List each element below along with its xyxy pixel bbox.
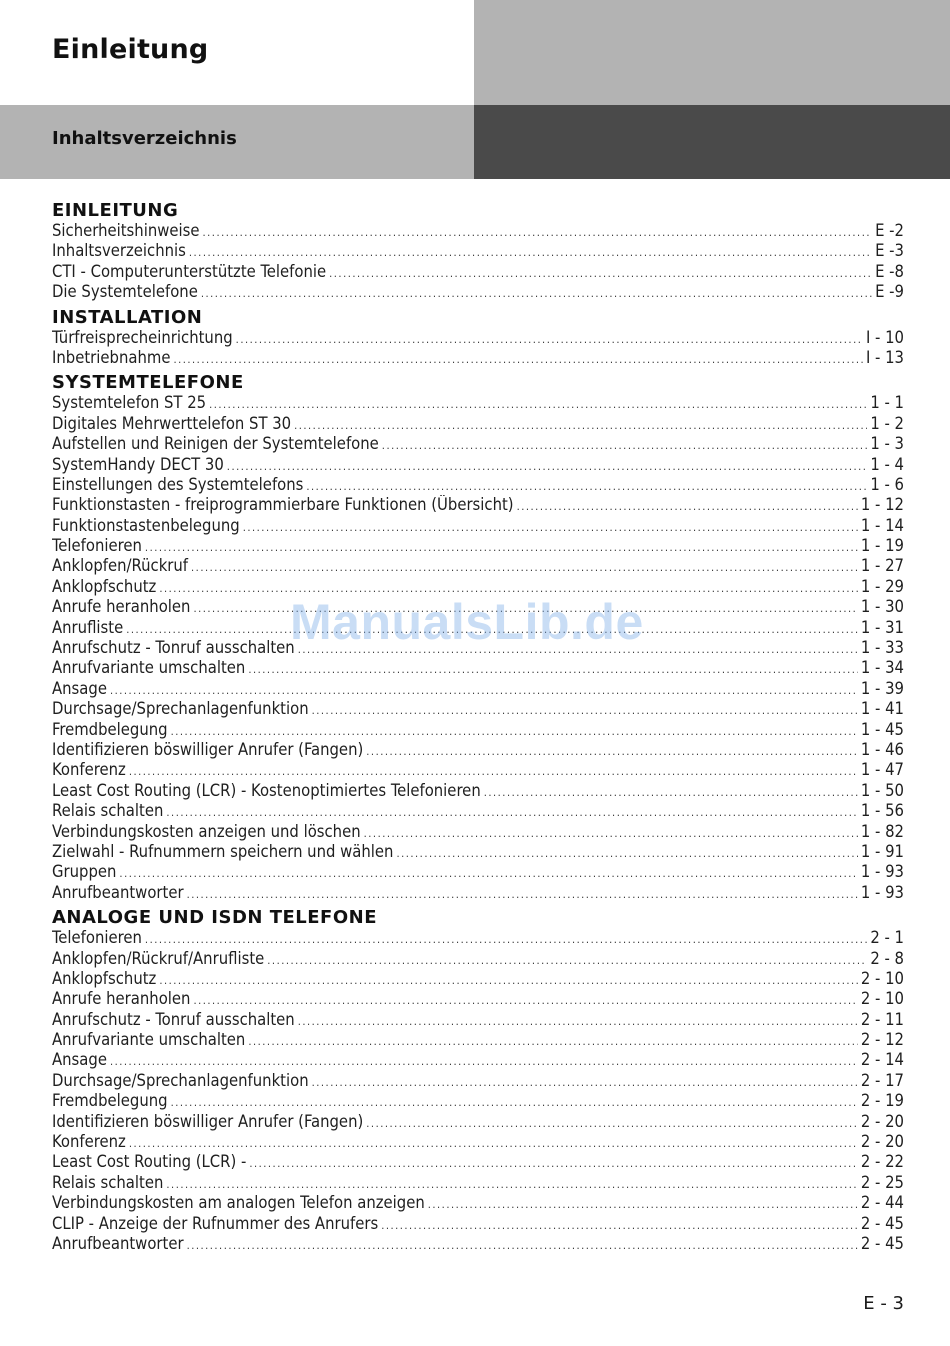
toc-entry-page: 2 - 12: [860, 1030, 904, 1050]
toc-entry-page: 1 - 41: [860, 699, 904, 719]
toc-dot-leader: [129, 1134, 858, 1152]
toc-dot-leader: [110, 1052, 858, 1070]
toc-entry-label: Konferenz: [52, 760, 126, 780]
toc-section: [52, 308, 904, 369]
toc-entry[interactable]: [52, 495, 904, 515]
toc-entry[interactable]: [52, 760, 904, 780]
toc-entry-label: SystemHandy DECT 30: [52, 454, 224, 474]
toc-entry-label: Anrufschutz - Tonruf ausschalten: [52, 1009, 295, 1029]
toc-entry-page: E -3: [875, 241, 904, 261]
toc-entry-page: 1 - 91: [860, 841, 904, 861]
toc-section-heading: INSTALLATION: [52, 306, 203, 328]
toc-entry-page: I - 13: [865, 347, 904, 367]
toc-entry-label: Relais schalten: [52, 1172, 164, 1192]
toc-dot-leader: [312, 1073, 858, 1091]
toc-entry[interactable]: [52, 1030, 904, 1050]
toc-entry[interactable]: [52, 989, 904, 1009]
toc-entry[interactable]: [52, 928, 904, 948]
page-title: Einleitung: [52, 34, 209, 65]
toc-entry[interactable]: [52, 822, 904, 842]
toc-entry-page: 1 - 50: [860, 780, 904, 800]
toc-entry[interactable]: [52, 1050, 904, 1070]
toc-entry-page: 1 - 4: [870, 454, 904, 474]
toc-entry-label: Funktionstastenbelegung: [52, 515, 240, 535]
table-of-contents: [52, 201, 904, 1259]
toc-entry-page: 2 - 10: [860, 968, 904, 988]
toc-entry-label: Relais schalten: [52, 801, 164, 821]
toc-entry-page: 2 - 22: [860, 1152, 904, 1172]
toc-entry-label: Anrufvariante umschalten: [52, 1030, 246, 1050]
toc-entry-label: Anrufe heranholen: [52, 597, 191, 617]
toc-dot-leader: [129, 762, 858, 780]
toc-entry-label: CLIP - Anzeige der Rufnummer des Anrufers: [52, 1213, 379, 1233]
toc-entry-label: Systemtelefon ST 25: [52, 393, 207, 413]
toc-entry[interactable]: [52, 1193, 904, 1213]
toc-entry[interactable]: [52, 949, 904, 969]
toc-dot-leader: [294, 416, 867, 434]
toc-entry-page: 1 - 31: [860, 617, 904, 637]
toc-entry[interactable]: [52, 1173, 904, 1193]
toc-entry-page: 1 - 33: [860, 638, 904, 658]
toc-entry-page: 1 - 34: [860, 658, 904, 678]
toc-dot-leader: [364, 824, 858, 842]
toc-entry[interactable]: [52, 842, 904, 862]
toc-entry-label: Least Cost Routing (LCR) -: [52, 1152, 247, 1172]
toc-entry-label: Türfreisprecheinrichtung: [52, 327, 233, 347]
toc-entry-label: Telefonieren: [52, 536, 142, 556]
toc-entry-page: 2 - 10: [860, 989, 904, 1009]
toc-entry[interactable]: [52, 618, 904, 638]
toc-entry-label: Konferenz: [52, 1132, 126, 1152]
toc-entry[interactable]: [52, 862, 904, 882]
toc-dot-leader: [166, 803, 857, 821]
toc-entry[interactable]: [52, 883, 904, 903]
toc-entry[interactable]: [52, 1214, 904, 1234]
toc-dot-leader: [209, 395, 867, 413]
section-subtitle: Inhaltsverzeichnis: [52, 128, 237, 149]
toc-dot-leader: [248, 660, 858, 678]
toc-entry[interactable]: [52, 801, 904, 821]
toc-entry-page: 1 - 14: [860, 515, 904, 535]
toc-entry-page: 1 - 27: [860, 556, 904, 576]
toc-entry[interactable]: [52, 1112, 904, 1132]
watermark: ManualsLib.de: [290, 594, 644, 650]
toc-entry-label: Inhaltsverzeichnis: [52, 241, 186, 261]
toc-entry[interactable]: [52, 720, 904, 740]
toc-entry-page: 1 - 93: [860, 882, 904, 902]
toc-entry-page: 1 - 3: [870, 434, 904, 454]
toc-entry-page: 1 - 12: [860, 495, 904, 515]
toc-dot-leader: [145, 538, 858, 556]
toc-entry[interactable]: [52, 516, 904, 536]
toc-entry-label: Anklopfschutz: [52, 576, 157, 596]
toc-entry-label: Fremdbelegung: [52, 1091, 168, 1111]
toc-entry-label: Anklopfen/Rückruf/Anrufliste: [52, 948, 265, 968]
toc-entry[interactable]: [52, 781, 904, 801]
toc-entry[interactable]: [52, 221, 904, 241]
toc-dot-leader: [187, 885, 858, 903]
toc-dot-leader: [382, 436, 868, 454]
toc-entry-label: Anrufschutz - Tonruf ausschalten: [52, 638, 295, 658]
toc-dot-leader: [159, 579, 858, 597]
toc-entry-page: 2 - 8: [870, 948, 904, 968]
toc-entry-label: Aufstellen und Reinigen der Systemtelefone: [52, 434, 379, 454]
toc-entry-label: CTI - Computerunterstützte Telefonie: [52, 261, 327, 281]
toc-dot-leader: [298, 1012, 858, 1030]
toc-dot-leader: [249, 1154, 858, 1172]
toc-entry-label: Sicherheitshinweise: [52, 221, 200, 240]
toc-section: [52, 201, 904, 303]
toc-dot-leader: [119, 864, 857, 882]
toc-dot-leader: [381, 1216, 858, 1234]
toc-entry-page: 2 - 45: [860, 1233, 904, 1253]
toc-section-heading: EINLEITUNG: [52, 200, 179, 221]
toc-dot-leader: [396, 844, 857, 862]
toc-entry-label: Gruppen: [52, 862, 117, 882]
toc-entry-label: Funktionstasten - freiprogrammierbare Funktionen (Übersicht): [52, 495, 514, 515]
toc-entry-label: Zielwahl - Rufnummern speichern und wählen: [52, 841, 394, 861]
toc-entry-page: 1 - 93: [860, 862, 904, 882]
toc-entry-label: Durchsage/Sprechanlagenfunktion: [52, 1070, 309, 1090]
toc-dot-leader: [201, 284, 872, 302]
toc-dot-leader: [329, 264, 872, 282]
toc-entry-page: 2 - 45: [860, 1213, 904, 1233]
toc-entry-page: E -8: [875, 261, 904, 281]
toc-entry-page: E -9: [875, 282, 904, 302]
toc-section: [52, 908, 904, 1254]
toc-entry[interactable]: [52, 393, 904, 413]
toc-dot-leader: [126, 620, 858, 638]
toc-entry-page: 1 - 2: [870, 413, 904, 433]
toc-dot-leader: [243, 518, 858, 536]
toc-dot-leader: [366, 1114, 858, 1132]
toc-dot-leader: [171, 1093, 858, 1111]
header-band-right: [474, 0, 950, 105]
toc-dot-leader: [191, 558, 858, 576]
toc-entry-page: 1 - 45: [860, 719, 904, 739]
toc-entry[interactable]: [52, 740, 904, 760]
toc-dot-leader: [193, 991, 857, 1009]
toc-dot-leader: [166, 1175, 857, 1193]
toc-entry[interactable]: [52, 679, 904, 699]
toc-dot-leader: [298, 640, 858, 658]
toc-dot-leader: [189, 243, 872, 261]
toc-entry[interactable]: [52, 241, 904, 261]
toc-dot-leader: [110, 681, 858, 699]
toc-entry-page: 2 - 20: [860, 1132, 904, 1152]
toc-entry[interactable]: [52, 969, 904, 989]
toc-dot-leader: [145, 930, 867, 948]
toc-entry[interactable]: [52, 262, 904, 282]
toc-entry-page: 1 - 29: [860, 576, 904, 596]
toc-entry-label: Fremdbelegung: [52, 719, 168, 739]
toc-entry-page: 1 - 30: [860, 597, 904, 617]
toc-entry[interactable]: [52, 536, 904, 556]
toc-entry[interactable]: [52, 1132, 904, 1152]
toc-entry-label: Anklopfschutz: [52, 968, 157, 988]
toc-entry-page: 2 - 19: [860, 1091, 904, 1111]
toc-entry-label: Anrufbeantworter: [52, 1233, 184, 1253]
toc-dot-leader: [203, 223, 873, 241]
toc-entry-label: Anrufliste: [52, 617, 124, 637]
toc-entry-page: 1 - 56: [860, 801, 904, 821]
toc-entry-label: Einstellungen des Systemtelefons: [52, 474, 304, 494]
subheader-band-right: [474, 105, 950, 179]
toc-entry-label: Inbetriebnahme: [52, 347, 171, 367]
toc-entry[interactable]: [52, 282, 904, 302]
toc-entry[interactable]: [52, 455, 904, 475]
toc-section: [52, 373, 904, 903]
toc-dot-leader: [187, 1236, 858, 1254]
toc-dot-leader: [193, 599, 857, 617]
toc-dot-leader: [173, 350, 862, 368]
toc-entry-label: Least Cost Routing (LCR) - Kostenoptimiertes Telefonieren: [52, 780, 481, 800]
toc-entry[interactable]: [52, 1071, 904, 1091]
toc-entry-page: 1 - 19: [860, 536, 904, 556]
toc-dot-leader: [267, 951, 867, 969]
toc-entry-page: 2 - 17: [860, 1070, 904, 1090]
toc-entry[interactable]: [52, 434, 904, 454]
toc-entry-label: Telefonieren: [52, 928, 142, 948]
toc-section-heading: SYSTEMTELEFONE: [52, 372, 244, 394]
toc-entry[interactable]: [52, 1010, 904, 1030]
toc-entry-page: 2 - 11: [860, 1009, 904, 1029]
toc-entry-page: E -2: [875, 221, 904, 240]
toc-entry[interactable]: [52, 658, 904, 678]
toc-dot-leader: [236, 330, 863, 348]
toc-dot-leader: [227, 457, 868, 475]
toc-entry-label: Identifizieren böswilliger Anrufer (Fangen): [52, 1111, 364, 1131]
toc-dot-leader: [248, 1032, 858, 1050]
toc-entry-page: 2 - 14: [860, 1050, 904, 1070]
toc-entry[interactable]: [52, 638, 904, 658]
toc-dot-leader: [312, 701, 858, 719]
toc-entry[interactable]: [52, 577, 904, 597]
toc-entry[interactable]: [52, 1152, 904, 1172]
toc-dot-leader: [306, 477, 867, 495]
toc-entry-page: I - 10: [865, 327, 904, 347]
toc-dot-leader: [428, 1195, 858, 1213]
toc-entry-label: Anrufvariante umschalten: [52, 658, 246, 678]
toc-entry-label: Identifizieren böswilliger Anrufer (Fangen): [52, 739, 364, 759]
toc-dot-leader: [159, 971, 858, 989]
toc-entry-page: 2 - 20: [860, 1111, 904, 1131]
toc-entry-page: 1 - 47: [860, 760, 904, 780]
toc-entry-label: Verbindungskosten am analogen Telefon anzeigen: [52, 1193, 425, 1213]
toc-entry-label: Anrufbeantworter: [52, 882, 184, 902]
toc-entry-label: Ansage: [52, 1050, 107, 1070]
toc-entry-page: 1 - 46: [860, 739, 904, 759]
toc-entry[interactable]: [52, 414, 904, 434]
toc-dot-leader: [517, 497, 858, 515]
toc-entry[interactable]: [52, 699, 904, 719]
toc-entry-page: 2 - 44: [860, 1193, 904, 1213]
toc-entry-page: 1 - 1: [870, 393, 904, 413]
toc-entry[interactable]: [52, 1091, 904, 1111]
toc-entry[interactable]: [52, 1234, 904, 1254]
toc-entry-label: Digitales Mehrwerttelefon ST 30: [52, 413, 292, 433]
toc-entry-label: Durchsage/Sprechanlagenfunktion: [52, 699, 309, 719]
toc-entry[interactable]: [52, 597, 904, 617]
toc-entry-label: Die Systemtelefone: [52, 282, 198, 302]
toc-entry-label: Ansage: [52, 678, 107, 698]
toc-entry-page: 1 - 39: [860, 678, 904, 698]
toc-entry[interactable]: [52, 348, 904, 368]
toc-entry-page: 2 - 25: [860, 1172, 904, 1192]
toc-entry-page: 2 - 1: [870, 928, 904, 948]
toc-entry-label: Verbindungskosten anzeigen und löschen: [52, 821, 361, 841]
toc-dot-leader: [366, 742, 858, 760]
toc-entry[interactable]: [52, 475, 904, 495]
toc-entry-label: Anklopfen/Rückruf: [52, 556, 189, 576]
page-number: E - 3: [863, 1293, 904, 1314]
toc-dot-leader: [171, 722, 858, 740]
toc-entry-page: 1 - 82: [860, 821, 904, 841]
toc-dot-leader: [484, 783, 858, 801]
toc-entry[interactable]: [52, 556, 904, 576]
toc-entry-page: 1 - 6: [870, 474, 904, 494]
toc-section-heading: ANALOGE UND ISDN TELEFONE: [52, 907, 378, 929]
toc-entry[interactable]: [52, 328, 904, 348]
toc-entry-label: Anrufe heranholen: [52, 989, 191, 1009]
